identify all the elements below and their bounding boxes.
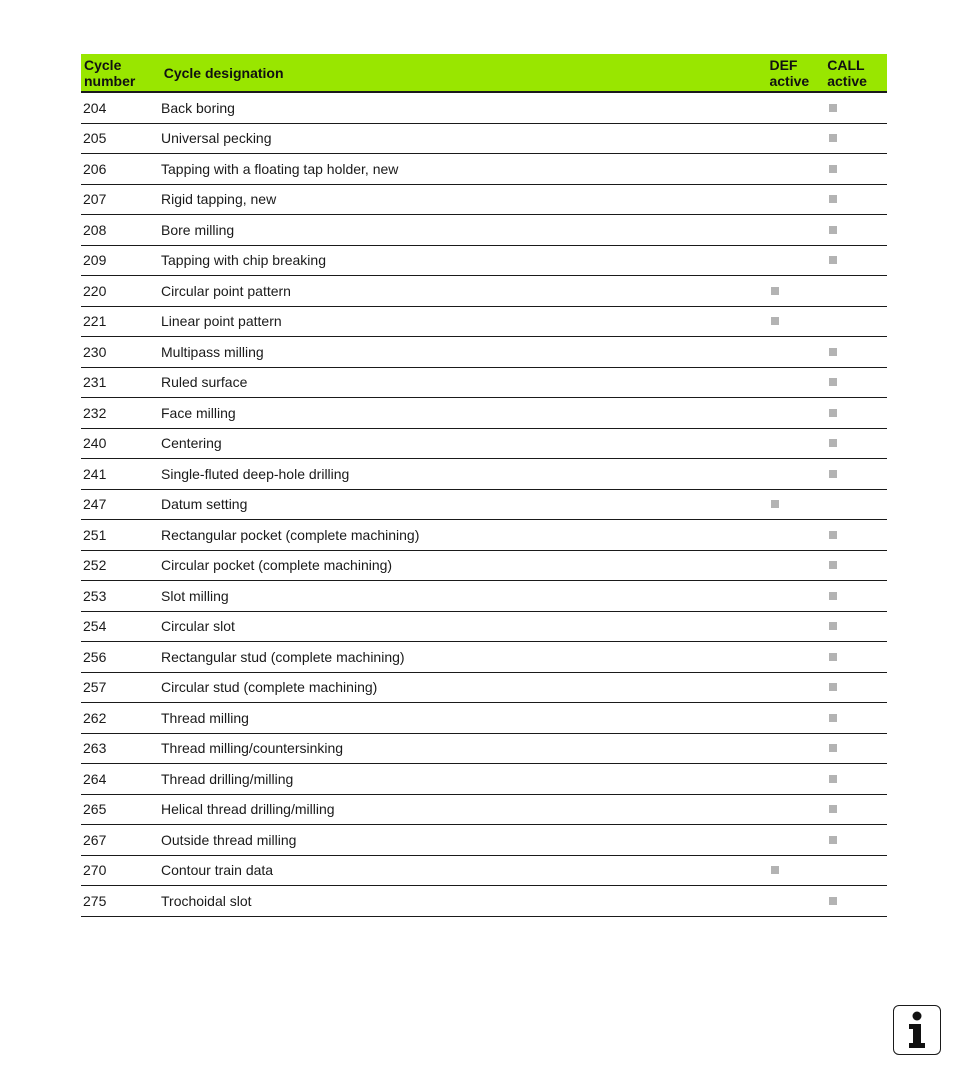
header-def-active: DEF active (769, 56, 810, 89)
square-marker-icon (829, 409, 837, 417)
cycle-designation: Thread drilling/milling (161, 770, 294, 787)
square-marker-icon (771, 500, 779, 508)
call-active-cell (827, 439, 887, 447)
table-row (81, 795, 887, 826)
call-active-cell (827, 195, 887, 203)
square-marker-icon (771, 317, 779, 325)
cycle-designation: Tapping with a floating tap holder, new (161, 160, 399, 177)
cycle-number: 275 (83, 892, 107, 909)
table-row (81, 642, 887, 673)
cycle-designation: Rectangular pocket (complete machining) (161, 526, 420, 543)
call-active-cell (827, 165, 887, 173)
square-marker-icon (829, 531, 837, 539)
square-marker-icon (829, 836, 837, 844)
cycle-number: 221 (83, 313, 107, 330)
square-marker-icon (771, 866, 779, 874)
cycle-designation: Centering (161, 435, 222, 452)
cycle-designation: Slot milling (161, 587, 229, 604)
call-active-cell (827, 897, 887, 905)
call-active-cell (827, 104, 887, 112)
square-marker-icon (829, 805, 837, 813)
cycle-number: 205 (83, 130, 107, 147)
def-active-cell (769, 287, 827, 295)
cycle-number: 209 (83, 252, 107, 269)
call-active-cell (827, 561, 887, 569)
cycle-designation: Thread milling/countersinking (161, 740, 344, 757)
table-row (81, 459, 887, 490)
cycle-designation: Bore milling (161, 221, 235, 238)
table-row (81, 276, 887, 307)
cycle-designation: Rigid tapping, new (161, 191, 277, 208)
table-row (81, 886, 887, 917)
square-marker-icon (829, 714, 837, 722)
call-active-cell (827, 683, 887, 691)
square-marker-icon (829, 165, 837, 173)
cycle-designation: Trochoidal slot (161, 892, 252, 909)
table-row (81, 337, 887, 368)
table-row (81, 734, 887, 765)
cycle-number: 251 (83, 526, 107, 543)
table-row (81, 215, 887, 246)
square-marker-icon (829, 622, 837, 630)
cycle-number: 241 (83, 465, 107, 482)
call-active-cell (827, 775, 887, 783)
square-marker-icon (829, 744, 837, 752)
info-icon (893, 1005, 941, 1055)
cycle-table (81, 54, 887, 917)
call-active-cell (827, 744, 887, 752)
table-header (81, 54, 887, 93)
square-marker-icon (829, 561, 837, 569)
square-marker-icon (829, 470, 837, 478)
header-cycle-designation: Cycle designation (163, 64, 284, 81)
cycle-designation: Single-fluted deep-hole drilling (161, 465, 350, 482)
info-glyph (902, 1010, 932, 1050)
table-row (81, 124, 887, 155)
square-marker-icon (829, 134, 837, 142)
square-marker-icon (829, 226, 837, 234)
call-active-cell (827, 622, 887, 630)
call-active-cell (827, 470, 887, 478)
call-active-cell (827, 226, 887, 234)
cycle-number: 204 (83, 99, 107, 116)
cycle-number: 232 (83, 404, 107, 421)
cycle-number: 230 (83, 343, 107, 360)
cycle-designation: Multipass milling (161, 343, 264, 360)
call-active-cell (827, 409, 887, 417)
cycle-designation: Rectangular stud (complete machining) (161, 648, 405, 665)
square-marker-icon (829, 195, 837, 203)
table-row (81, 154, 887, 185)
table-row (81, 764, 887, 795)
cycle-number: 247 (83, 496, 107, 513)
cycle-designation: Ruled surface (161, 374, 248, 391)
call-active-cell (827, 348, 887, 356)
cycle-number: 206 (83, 160, 107, 177)
cycle-designation: Datum setting (161, 496, 248, 513)
table-row (81, 673, 887, 704)
square-marker-icon (829, 256, 837, 264)
header-cycle-number: Cycle number (84, 56, 136, 89)
cycle-designation: Outside thread milling (161, 831, 297, 848)
square-marker-icon (829, 104, 837, 112)
call-active-cell (827, 531, 887, 539)
call-active-cell (827, 592, 887, 600)
cycle-designation: Helical thread drilling/milling (161, 801, 335, 818)
call-active-cell (827, 836, 887, 844)
cycle-designation: Thread milling (161, 709, 249, 726)
table-row (81, 825, 887, 856)
cycle-number: 252 (83, 557, 107, 574)
table-row (81, 703, 887, 734)
square-marker-icon (829, 653, 837, 661)
call-active-cell (827, 256, 887, 264)
cycle-number: 256 (83, 648, 107, 665)
cycle-number: 270 (83, 862, 107, 879)
call-active-cell (827, 714, 887, 722)
call-active-cell (827, 653, 887, 661)
cycle-number: 208 (83, 221, 107, 238)
cycle-number: 231 (83, 374, 107, 391)
def-active-cell (769, 500, 827, 508)
table-row (81, 856, 887, 887)
cycle-number: 240 (83, 435, 107, 452)
square-marker-icon (829, 592, 837, 600)
cycle-number: 267 (83, 831, 107, 848)
call-active-cell (827, 134, 887, 142)
cycle-designation: Back boring (161, 99, 235, 116)
call-active-cell (827, 805, 887, 813)
table-row (81, 368, 887, 399)
def-active-cell (769, 866, 827, 874)
table-row (81, 307, 887, 338)
cycle-designation: Linear point pattern (161, 313, 282, 330)
cycle-designation: Face milling (161, 404, 236, 421)
table-row (81, 490, 887, 521)
table-row (81, 612, 887, 643)
header-call-active: CALL active (827, 56, 867, 89)
table-row (81, 520, 887, 551)
square-marker-icon (829, 439, 837, 447)
cycle-designation: Circular point pattern (161, 282, 291, 299)
table-row (81, 185, 887, 216)
cycle-designation: Tapping with chip breaking (161, 252, 326, 269)
table-row (81, 246, 887, 277)
table-row (81, 581, 887, 612)
cycle-designation: Circular stud (complete machining) (161, 679, 378, 696)
cycle-number: 220 (83, 282, 107, 299)
cycle-number: 265 (83, 801, 107, 818)
cycle-designation: Contour train data (161, 862, 274, 879)
cycle-number: 262 (83, 709, 107, 726)
square-marker-icon (829, 775, 837, 783)
cycle-designation: Circular pocket (complete machining) (161, 557, 393, 574)
cycle-designation: Universal pecking (161, 130, 272, 147)
square-marker-icon (829, 378, 837, 386)
def-active-cell (769, 317, 827, 325)
square-marker-icon (829, 683, 837, 691)
table-row (81, 398, 887, 429)
cycle-number: 257 (83, 679, 107, 696)
cycle-designation: Circular slot (161, 618, 235, 635)
table-row (81, 93, 887, 124)
table-body (81, 93, 887, 917)
table-row (81, 551, 887, 582)
call-active-cell (827, 378, 887, 386)
cycle-number: 254 (83, 618, 107, 635)
cycle-number: 207 (83, 191, 107, 208)
table-row (81, 429, 887, 460)
cycle-number: 253 (83, 587, 107, 604)
cycle-number: 264 (83, 770, 107, 787)
square-marker-icon (829, 348, 837, 356)
square-marker-icon (829, 897, 837, 905)
cycle-number: 263 (83, 740, 107, 757)
square-marker-icon (771, 287, 779, 295)
